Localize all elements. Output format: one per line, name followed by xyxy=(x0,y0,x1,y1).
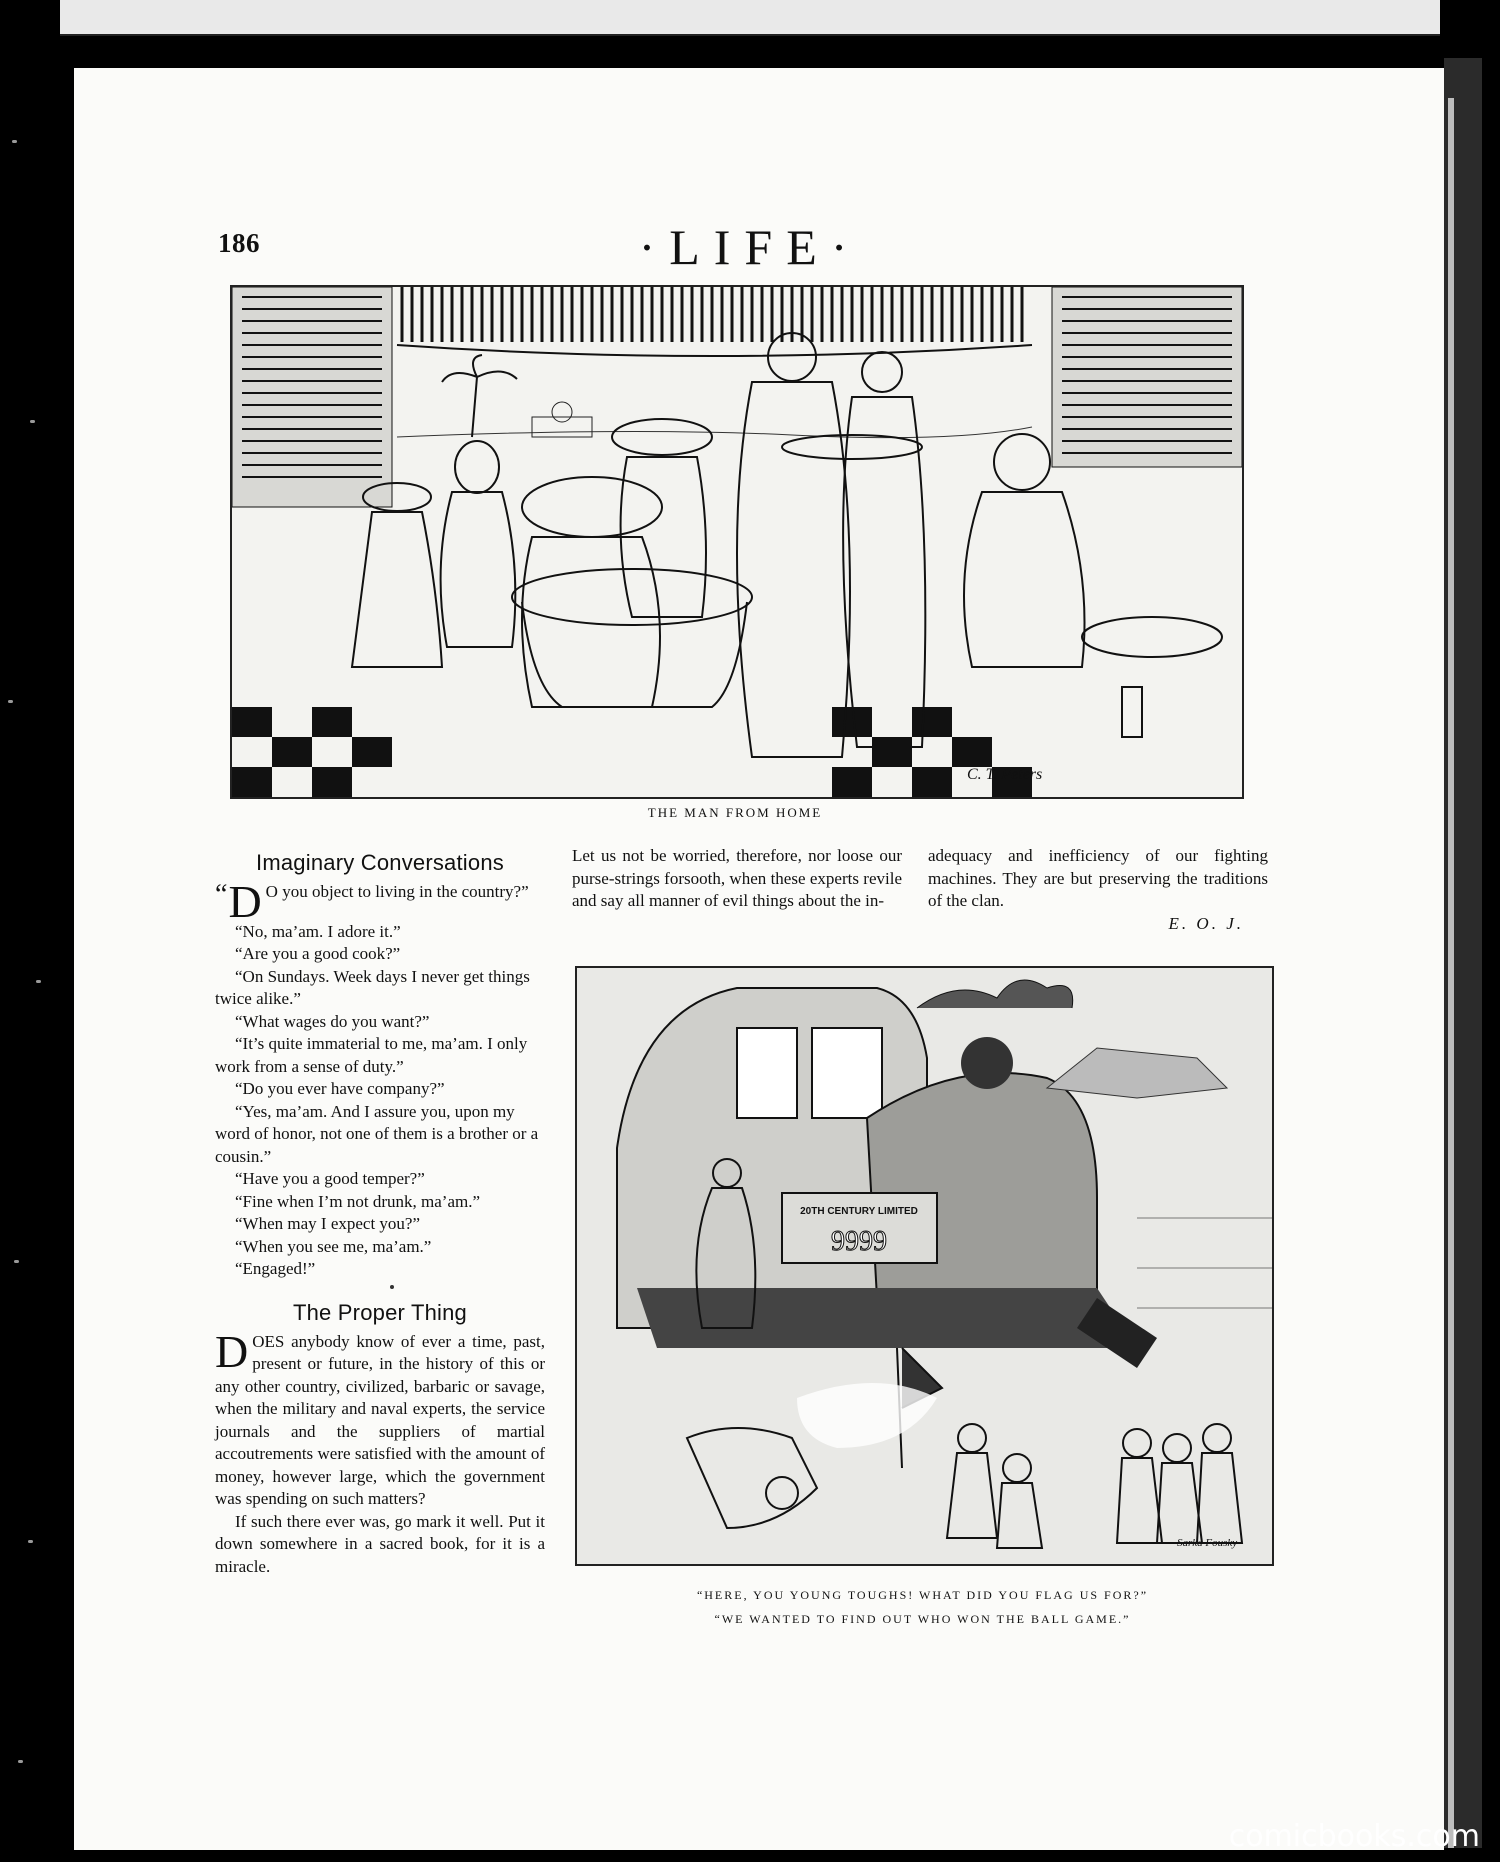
dialogue-line: “Are you a good cook?” xyxy=(235,944,401,963)
column-left-lower xyxy=(215,1302,545,1578)
engine-plate-label: 20TH CENTURY LIMITED xyxy=(800,1206,918,1217)
dialogue-line: “Have you a good temper?” xyxy=(235,1169,425,1188)
dialogue-line: “What wages do you want?” xyxy=(235,1011,430,1031)
scan-left-margin xyxy=(0,0,60,1862)
scan-right-edge xyxy=(1444,58,1482,1848)
engine-number: 9999 xyxy=(831,1226,887,1257)
page-number: 186 xyxy=(218,228,260,258)
dialogue-line: “No, ma’am. I adore it.” xyxy=(235,921,401,941)
dialogue-line: “Engaged!” xyxy=(235,1259,316,1278)
illustration-train xyxy=(575,966,1274,1566)
illustration-man-from-home xyxy=(230,285,1244,799)
proper-thing-paragraph-2: If such there ever was, go mark it well. Put it down somewhere in a sacred book, for it is a miracle. xyxy=(215,1511,545,1576)
illustration-signature: Sarka Fousky xyxy=(1177,1537,1238,1549)
article-signature: E. O. J. xyxy=(1168,913,1244,933)
scan-top-edge xyxy=(0,0,1500,58)
dialogue-line: “Fine when I’m not drunk, ma’am.” xyxy=(235,1191,481,1211)
column-middle-text: Let us not be worried, therefore, nor loose our purse-strings forsooth, when these experts revile and say all manner of evil things about the in- xyxy=(572,846,902,910)
column-right-text: adequacy and inefficiency of our fighting machines. They are but preserving the traditions of the clan. E. O. J. xyxy=(928,845,1268,935)
caption-train-line1: “HERE, YOU YOUNG TOUGHS! WHAT DID YOU FLAG US FOR?” xyxy=(696,1588,1149,1602)
illustration-signature: C. T. Peters xyxy=(967,766,1043,783)
article-title-proper-thing: The Proper Thing xyxy=(292,1300,467,1325)
dialogue-line: “Yes, ma’am. And I assure you, upon my word of honor, not one of them is a brother or a cousin.” xyxy=(215,1101,539,1166)
opening-quote: “ xyxy=(215,878,228,910)
conversation-first-line: O you object to living in the country?” xyxy=(265,881,529,901)
column-left xyxy=(215,852,545,1281)
article-title-conversations: Imaginary Conversations xyxy=(256,850,504,875)
dialogue-line: “When may I expect you?” xyxy=(235,1214,421,1233)
dropcap-d: D xyxy=(228,875,262,927)
dropcap-d: D xyxy=(215,1325,249,1377)
dialogue-line: “On Sundays. Week days I never get things twice alike.” xyxy=(215,966,530,1008)
dialogue-line: “It’s quite immaterial to me, ma’am. I only work from a sense of duty.” xyxy=(215,1034,528,1076)
masthead-title: ·LIFE· xyxy=(638,219,862,275)
proper-thing-paragraph-1: DOES anybody know of ever a time, past, present or future, in the history of this or any other country, civilized, barbaric or savage, when the military and naval experts, the service journals and the suppliers of martial accoutrements were satisfied with the amount of money, however large, which the government was spending on such matters? xyxy=(215,1325,545,1508)
caption-train-line2: “WE WANTED TO FIND OUT WHO WON THE BALL GAME.” xyxy=(714,1612,1131,1626)
conversation-opening xyxy=(215,875,545,927)
section-separator-dot xyxy=(390,1285,394,1289)
train-scene-drawing xyxy=(577,968,1272,1564)
site-watermark: comicbooks.com xyxy=(1228,1819,1480,1854)
dialogue-line: “Do you ever have company?” xyxy=(235,1079,445,1098)
conversation-dialogue xyxy=(215,921,545,1281)
caption-man-from-home: THE MAN FROM HOME xyxy=(647,805,823,820)
dining-scene-drawing xyxy=(232,287,1242,797)
dialogue-line: “When you see me, ma’am.” xyxy=(235,1236,432,1256)
